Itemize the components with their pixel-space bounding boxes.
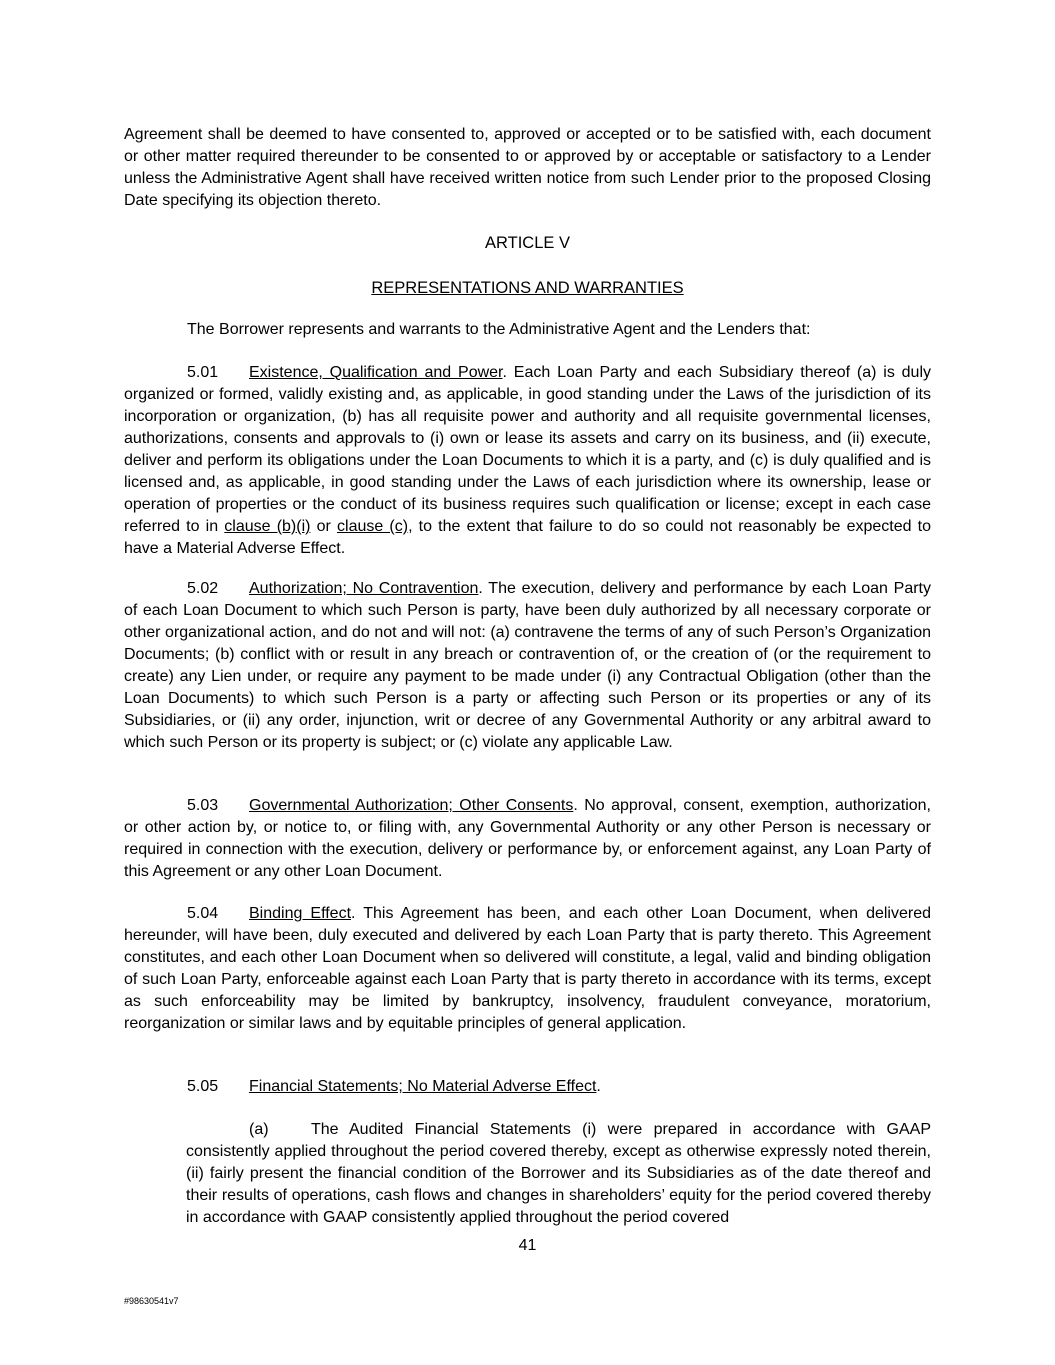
section-number: 5.05 — [187, 1078, 219, 1095]
article-number: ARTICLE V — [485, 234, 570, 252]
subsection-text: The Audited Financial Statements (i) were prepared in accordance with GAAP consistently applied throughout the period covered thereby, except as otherwise expressly noted therein, (ii) fairly present the financial condition of the Borrower and its Subsidiaries as of the date thereof and their results of operations, cash flows and changes in shareholders’ equity for the period covered thereby in accordance with GAAP consistently applied throughout the period covered — [186, 1121, 931, 1226]
section-5-05-a — [186, 1119, 931, 1229]
section-number: 5.04 — [187, 905, 219, 922]
section-heading: Governmental Authorization; Other Consents — [249, 797, 574, 814]
section-heading: Existence, Qualification and Power — [249, 364, 503, 381]
article-title: REPRESENTATIONS AND WARRANTIES — [371, 279, 684, 297]
section-text: . This Agreement has been, and each other Loan Document, when delivered hereunder, will have been, duly executed and delivered by each Loan Party that is party thereto. This Agreement constitutes, and each other Loan Document when so delivered will constitute, a legal, valid and binding obligation of such Loan Party, enforceable against each Loan Party that is party thereto in accordance with its terms, except as such enforceability may be limited by bankruptcy, insolvency, fraudulent conveyance, moratorium, reorganization or similar laws and by equitable principles of general application. — [124, 905, 932, 1032]
section-text: or — [310, 518, 338, 535]
clause-reference: clause (b)(i) — [224, 518, 311, 535]
section-text: , to the extent that failure to do so could not reasonably be expected to have a Material Adverse Effect. — [124, 518, 932, 557]
intro-paragraph: Agreement shall be deemed to have consented to, approved or accepted or to be satisfied with, each document or other matter required thereunder to be consented to or approved by or acceptable or satisfactory to a Lender unless the Administrative Agent shall have received written notice from such Lender prior to the proposed Closing Date specifying its objection thereto. — [124, 126, 931, 209]
section-heading: Financial Statements; No Material Adverse Effect — [249, 1078, 597, 1095]
section-number: 5.02 — [187, 580, 219, 597]
section-5-05 — [124, 1076, 931, 1098]
section-5-04 — [124, 903, 931, 1035]
lead-in: The Borrower represents and warrants to the Administrative Agent and the Lenders that: — [187, 321, 811, 338]
article-title-line — [124, 277, 931, 299]
subsection-label: (a) — [249, 1121, 269, 1138]
section-suffix: . — [596, 1078, 601, 1095]
section-text: . Each Loan Party and each Subsidiary thereof (a) is duly organized or formed, validly existing and, as applicable, in good standing under the Laws of the jurisdiction of its incorporation or organization, (b) has all requisite power and authority and all requisite governmental licenses, authorizations, consents and approvals to (i) own or lease its assets and carry on its business, and (ii) execute, deliver and perform its obligations under the Loan Documents to which it is a party, and (c) is duly qualified and is licensed and, as applicable, in good standing under the Laws of each jurisdiction where its ownership, lease or operation of properties or the conduct of its business requires such qualification or license; except in each case referred to in — [124, 364, 932, 535]
section-text: . No approval, consent, exemption, authorization, or other action by, or notice to, or filing with, any Governmental Authority or any other Person is necessary or required in connection with the execution, delivery or performance by, or enforcement against, any Loan Party of this Agreement or any other Loan Document. — [124, 797, 932, 880]
section-heading: Binding Effect — [249, 905, 352, 922]
section-5-02 — [124, 578, 931, 754]
clause-reference: clause (c) — [337, 518, 409, 535]
section-number: 5.01 — [187, 364, 219, 381]
section-5-01 — [124, 362, 931, 560]
page-number: 41 — [518, 1237, 537, 1254]
document-id: #98630541v7 — [124, 1296, 179, 1306]
section-number: 5.03 — [187, 797, 219, 814]
section-text: . The execution, delivery and performance by each Loan Party of each Loan Document to which such Person is party, have been duly authorized by all necessary corporate or other organizational action, and do not and will not: (a) contravene the terms of any of such Person’s Organization Documents; (b) conflict with or result in any breach or contravention of, or the creation of (or the requirement to create) any Lien under, or require any payment to be made under (i) any Contractual Obligation (other than the Loan Documents) to which such Person is a party or affecting such Person or its properties or any of its Subsidiaries, or (ii) any order, injunction, writ or decree of any Governmental Authority or any arbitral award to which such Person or its property is subject; or (c) violate any applicable Law. — [124, 580, 931, 751]
section-heading: Authorization; No Contravention — [249, 580, 479, 597]
section-5-03 — [124, 795, 931, 883]
